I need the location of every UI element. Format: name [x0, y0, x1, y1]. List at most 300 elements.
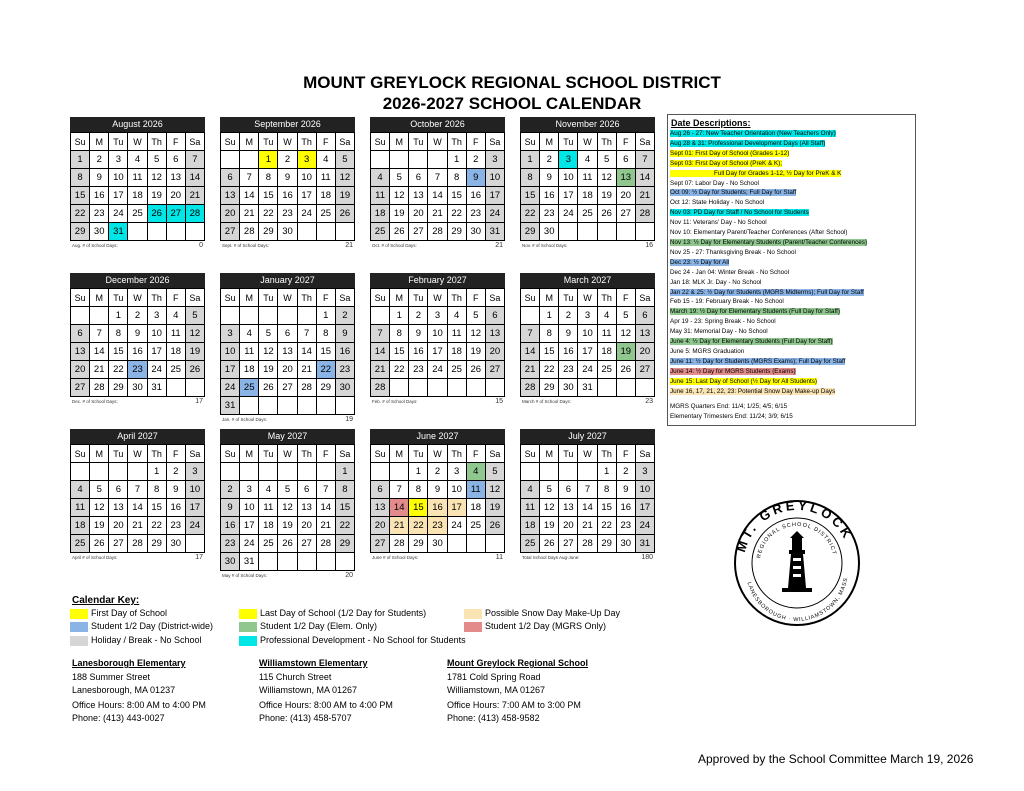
calendar-day: 20	[109, 517, 128, 535]
calendar-day: 28	[316, 535, 335, 553]
calendar-day: 2	[90, 151, 109, 169]
calendar-day: 30	[616, 535, 635, 553]
calendar-day: 29	[259, 223, 278, 241]
calendar-day: 24	[147, 361, 166, 379]
month-footer	[70, 553, 205, 563]
day-of-week-header: M	[240, 133, 259, 151]
calendar-day: 25	[259, 535, 278, 553]
key-label: Holiday / Break - No School	[91, 635, 202, 645]
calendar-day: 20	[297, 517, 316, 535]
calendar-title: 2026-2027 SCHOOL CALENDAR	[382, 94, 642, 113]
key-label: Last Day of School (1/2 Day for Students)	[260, 608, 427, 618]
date-descriptions	[667, 114, 916, 426]
calendar-day: 14	[521, 343, 540, 361]
calendar-empty-cell	[259, 307, 278, 325]
calendar-day: 11	[128, 169, 147, 187]
calendar-day: 2	[466, 151, 485, 169]
school-days-count: 15	[495, 398, 503, 405]
key-swatch	[239, 609, 257, 619]
calendar-empty-cell	[635, 223, 654, 241]
calendar-day: 8	[390, 325, 409, 343]
day-of-week-header: Su	[221, 289, 240, 307]
key-swatch	[70, 609, 88, 619]
day-of-week-header: M	[390, 133, 409, 151]
calendar-day: 19	[185, 343, 204, 361]
school-name: Mount Greylock Regional School	[447, 658, 589, 668]
calendar-empty-cell	[240, 463, 259, 481]
calendar-day: 12	[90, 499, 109, 517]
key-item	[239, 607, 426, 619]
school-days-label: Jan. # of School Days:	[222, 417, 268, 422]
calendar-day: 10	[221, 343, 240, 361]
calendar-day: 31	[485, 223, 504, 241]
calendar-day: 18	[71, 517, 90, 535]
day-of-week-header: Sa	[485, 133, 504, 151]
day-of-week-header: W	[578, 289, 597, 307]
seal-tower-icon	[782, 531, 812, 592]
month-calendar	[520, 429, 655, 563]
calendar-empty-cell	[597, 223, 616, 241]
calendar-day: 19	[540, 517, 559, 535]
day-of-week-header: F	[166, 289, 185, 307]
day-of-week-header: Tu	[559, 289, 578, 307]
key-swatch	[239, 622, 257, 632]
school-days-label: Nov. # of School Days:	[522, 243, 568, 248]
date-description-text: Nov 10: Elementary Parent/Teacher Conferences (After School)	[670, 229, 848, 237]
calendar-day: 20	[278, 361, 297, 379]
calendar-day: 4	[240, 325, 259, 343]
calendar-day: 16	[616, 499, 635, 517]
calendar-day: 14	[240, 187, 259, 205]
date-description-text: June 11: ½ Day for Students (MGRS Exams); Full Day for Staff	[670, 357, 846, 365]
calendar-day: 4	[316, 151, 335, 169]
key-item	[464, 620, 606, 632]
calendar-empty-cell	[128, 463, 147, 481]
calendar-empty-cell	[447, 379, 466, 397]
calendar-day: 25	[597, 361, 616, 379]
school-days-label: Total School Days Aug-June:	[522, 555, 580, 560]
calendar-day: 12	[259, 343, 278, 361]
day-of-week-header: F	[316, 133, 335, 151]
calendar-day: 13	[166, 169, 185, 187]
calendar-empty-cell	[240, 307, 259, 325]
day-of-week-header: Th	[447, 445, 466, 463]
date-description-text: Feb 15 - 19: February Break - No School	[670, 298, 784, 306]
date-description-text: Nov 25 - 27: Thanksgiving Break - No School	[670, 248, 796, 256]
calendar-day: 17	[559, 187, 578, 205]
calendar-empty-cell	[616, 223, 635, 241]
day-of-week-header: Th	[597, 445, 616, 463]
school-days-count: 0	[199, 242, 203, 249]
school-phone: Phone: (413) 458-5707	[259, 712, 352, 723]
calendar-day: 5	[540, 481, 559, 499]
date-description-text: June 15: Last Day of School (½ Day for All Students)	[670, 377, 818, 385]
calendar-day: 2	[616, 463, 635, 481]
day-of-week-header: M	[540, 133, 559, 151]
calendar-day: 9	[466, 169, 485, 187]
calendar-day: 26	[390, 223, 409, 241]
calendar-day: 12	[390, 187, 409, 205]
calendar-day: 23	[166, 517, 185, 535]
month-name: April 2027	[70, 429, 205, 444]
calendar-day: 19	[466, 343, 485, 361]
calendar-day: 6	[278, 325, 297, 343]
calendar-day: 8	[597, 481, 616, 499]
calendar-day: 13	[485, 325, 504, 343]
month-calendar	[70, 117, 205, 251]
school-days-count: 21	[495, 242, 503, 249]
school-days-label: Sept. # of School Days:	[222, 243, 270, 248]
day-of-week-header: Sa	[485, 445, 504, 463]
calendar-day: 30	[221, 553, 240, 571]
calendar-day: 25	[521, 535, 540, 553]
key-swatch	[464, 622, 482, 632]
date-description	[670, 288, 915, 298]
calendar-day: 18	[597, 343, 616, 361]
calendar-day: 21	[316, 517, 335, 535]
date-description	[670, 307, 915, 317]
calendar-day: 25	[578, 205, 597, 223]
calendar-day: 21	[90, 361, 109, 379]
calendar-day: 10	[428, 325, 447, 343]
calendar-day: 25	[316, 205, 335, 223]
calendar-empty-cell	[335, 397, 354, 415]
calendar-day: 13	[616, 169, 635, 187]
calendar-day: 17	[635, 499, 654, 517]
day-of-week-header: W	[278, 133, 297, 151]
district-seal	[732, 498, 862, 628]
school-street: 188 Summer Street	[72, 672, 151, 683]
calendar-day: 6	[409, 169, 428, 187]
calendar-day: 22	[71, 205, 90, 223]
day-of-week-header: F	[316, 445, 335, 463]
school-hours: Office Hours: 8:00 AM to 4:00 PM	[72, 700, 206, 711]
calendar-empty-cell	[578, 463, 597, 481]
calendar-day: 13	[559, 499, 578, 517]
key-swatch	[70, 622, 88, 632]
calendar-day: 4	[447, 307, 466, 325]
calendar-day: 16	[278, 187, 297, 205]
day-of-week-header: M	[540, 289, 559, 307]
calendar-day: 19	[390, 205, 409, 223]
calendar-day: 23	[559, 361, 578, 379]
calendar-day: 26	[485, 517, 504, 535]
school-phone: Phone: (413) 443-0027	[72, 712, 165, 723]
calendar-day: 28	[371, 379, 390, 397]
day-of-week-header: W	[428, 133, 447, 151]
calendar-day: 23	[466, 205, 485, 223]
calendar-day: 12	[616, 325, 635, 343]
calendar-day: 8	[259, 169, 278, 187]
calendar-day: 3	[559, 151, 578, 169]
calendar-day: 13	[71, 343, 90, 361]
calendar-day: 15	[540, 343, 559, 361]
calendar-day: 18	[166, 343, 185, 361]
calendar-day: 19	[597, 187, 616, 205]
calendar-day: 20	[616, 187, 635, 205]
calendar-day: 17	[221, 361, 240, 379]
calendar-empty-cell	[521, 463, 540, 481]
day-of-week-header: Su	[521, 445, 540, 463]
calendar-day: 3	[240, 481, 259, 499]
day-of-week-header: Sa	[485, 289, 504, 307]
key-label: Student 1/2 Day (District-wide)	[91, 621, 214, 631]
calendar-empty-cell	[185, 223, 204, 241]
descriptions-list	[668, 129, 915, 396]
calendar-day: 14	[90, 343, 109, 361]
calendar-day: 23	[278, 205, 297, 223]
calendar-empty-cell	[240, 151, 259, 169]
calendar-day: 30	[466, 223, 485, 241]
calendar-day: 13	[635, 325, 654, 343]
calendar-day: 6	[166, 151, 185, 169]
calendar-day: 31	[578, 379, 597, 397]
month-calendar	[520, 273, 655, 407]
day-of-week-header: Tu	[409, 133, 428, 151]
calendar-day: 4	[128, 151, 147, 169]
calendar-day: 21	[635, 187, 654, 205]
day-of-week-header: Sa	[335, 445, 354, 463]
calendar-day: 29	[71, 223, 90, 241]
calendar-day: 23	[335, 361, 354, 379]
school-days-label: April # of School Days:	[72, 555, 118, 560]
quarters-end: MGRS Quarters End: 11/4; 1/25; 4/5; 6/15	[670, 403, 788, 411]
calendar-day: 23	[409, 361, 428, 379]
calendar-day: 23	[616, 517, 635, 535]
calendar-day: 8	[409, 481, 428, 499]
calendar-day: 6	[109, 481, 128, 499]
calendar-day: 17	[109, 187, 128, 205]
calendar-day: 30	[128, 379, 147, 397]
calendar-day: 25	[166, 361, 185, 379]
calendar-day: 29	[316, 379, 335, 397]
school-days-count: 11	[495, 554, 503, 561]
calendar-day: 10	[447, 481, 466, 499]
calendar-empty-cell	[297, 307, 316, 325]
calendar-day: 30	[90, 223, 109, 241]
day-of-week-header: Tu	[109, 289, 128, 307]
school-days-count: 17	[195, 554, 203, 561]
calendar-empty-cell	[485, 535, 504, 553]
day-of-week-header: W	[128, 133, 147, 151]
date-description-text: Jan 22 & 25: ½ Day for Students (MGRS Midterms); Full Day for Staff	[670, 288, 864, 296]
day-of-week-header: Tu	[409, 289, 428, 307]
calendar-day: 11	[166, 325, 185, 343]
calendar-day: 2	[409, 307, 428, 325]
calendar-day: 19	[485, 499, 504, 517]
calendar-day: 9	[616, 481, 635, 499]
calendar-empty-cell	[278, 463, 297, 481]
school-name: Lanesborough Elementary	[72, 658, 186, 668]
day-of-week-header: F	[166, 133, 185, 151]
calendar-day: 9	[278, 169, 297, 187]
day-of-week-header: Th	[597, 289, 616, 307]
calendar-day: 11	[240, 343, 259, 361]
month-name: October 2026	[370, 117, 505, 132]
calendar-day: 2	[278, 151, 297, 169]
date-description	[670, 347, 915, 357]
calendar-empty-cell	[90, 307, 109, 325]
calendar-empty-cell	[259, 553, 278, 571]
day-of-week-header: Su	[71, 289, 90, 307]
calendar-empty-cell	[278, 397, 297, 415]
calendar-day: 25	[128, 205, 147, 223]
key-label: Student 1/2 Day (Elem. Only)	[260, 621, 378, 631]
calendar-empty-cell	[240, 397, 259, 415]
calendar-day: 1	[521, 151, 540, 169]
day-of-week-header: W	[278, 289, 297, 307]
date-description-text: March 19: ½ Day for Elementary Students (Full Day for Staff)	[670, 308, 840, 316]
date-description-text: Jan 18: MLK Jr. Day - No School	[670, 278, 762, 286]
key-item	[464, 607, 620, 619]
calendar-day: 7	[185, 151, 204, 169]
calendar-day: 29	[447, 223, 466, 241]
calendar-key-title: Calendar Key:	[72, 595, 140, 606]
date-description-text: Aug 28 & 31: Professional Development Days (All Staff)	[670, 139, 826, 147]
calendar-day: 22	[335, 517, 354, 535]
calendar-day: 16	[166, 499, 185, 517]
calendar-day: 3	[485, 151, 504, 169]
school-days-count: 21	[345, 242, 353, 249]
calendar-day: 26	[90, 535, 109, 553]
calendar-day: 11	[316, 169, 335, 187]
calendar-day: 20	[71, 361, 90, 379]
calendar-day: 14	[128, 499, 147, 517]
calendar-day: 7	[371, 325, 390, 343]
calendar-day: 12	[597, 169, 616, 187]
calendar-day: 7	[297, 325, 316, 343]
day-of-week-header: M	[90, 445, 109, 463]
calendar-day: 22	[521, 205, 540, 223]
calendar-day: 23	[221, 535, 240, 553]
calendar-day: 17	[578, 343, 597, 361]
day-of-week-header: Su	[521, 289, 540, 307]
calendar-day: 7	[635, 151, 654, 169]
calendar-day: 9	[428, 481, 447, 499]
calendar-day: 12	[278, 499, 297, 517]
calendar-empty-cell	[278, 553, 297, 571]
school-days-label: June # of School Days:	[372, 555, 419, 560]
day-of-week-header: M	[540, 445, 559, 463]
calendar-day: 26	[597, 205, 616, 223]
day-of-week-header: M	[90, 133, 109, 151]
calendar-day: 7	[428, 169, 447, 187]
calendar-day: 6	[71, 325, 90, 343]
day-of-week-header: W	[578, 133, 597, 151]
calendar-empty-cell	[335, 553, 354, 571]
calendar-day: 14	[316, 499, 335, 517]
day-of-week-header: F	[166, 445, 185, 463]
calendar-empty-cell	[371, 307, 390, 325]
month-name: January 2027	[220, 273, 355, 288]
calendar-day: 27	[616, 205, 635, 223]
calendar-day: 6	[559, 481, 578, 499]
day-of-week-header: Su	[221, 445, 240, 463]
calendar-day: 29	[540, 379, 559, 397]
calendar-empty-cell	[259, 397, 278, 415]
date-description	[670, 278, 915, 288]
calendar-day: 3	[635, 463, 654, 481]
month-calendar	[70, 273, 205, 407]
calendar-day: 7	[578, 481, 597, 499]
calendar-day: 1	[540, 307, 559, 325]
school-days-label: Dec. # of School Days:	[72, 399, 118, 404]
calendar-day: 27	[109, 535, 128, 553]
calendar-day: 7	[390, 481, 409, 499]
day-of-week-header: Th	[297, 133, 316, 151]
day-of-week-header: Th	[447, 133, 466, 151]
calendar-empty-cell	[428, 151, 447, 169]
calendar-empty-cell	[485, 379, 504, 397]
month-footer	[220, 571, 355, 581]
day-of-week-header: Su	[371, 445, 390, 463]
date-description-text: June 4: ½ Day for Elementary Students (Full Day for Staff)	[670, 338, 833, 346]
calendar-day: 22	[147, 517, 166, 535]
calendar-empty-cell	[559, 223, 578, 241]
day-of-week-header: Sa	[635, 445, 654, 463]
key-item	[70, 607, 167, 619]
calendar-day: 9	[409, 325, 428, 343]
day-of-week-header: Th	[447, 289, 466, 307]
calendar-day: 3	[185, 463, 204, 481]
month-footer	[70, 397, 205, 407]
calendar-day: 24	[447, 517, 466, 535]
key-item	[70, 620, 213, 632]
calendar-empty-cell	[390, 151, 409, 169]
calendar-day: 3	[221, 325, 240, 343]
calendar-day: 11	[371, 187, 390, 205]
calendar-day: 23	[540, 205, 559, 223]
day-of-week-header: Sa	[185, 445, 204, 463]
calendar-day: 26	[278, 535, 297, 553]
calendar-day: 7	[128, 481, 147, 499]
calendar-day: 15	[71, 187, 90, 205]
calendar-day: 13	[297, 499, 316, 517]
calendar-day: 17	[485, 187, 504, 205]
calendar-day: 26	[259, 379, 278, 397]
date-description-text: Full Day for Grades 1-12, ½ Day for PreK & K	[670, 170, 841, 177]
calendar-day: 4	[71, 481, 90, 499]
calendar-day: 4	[166, 307, 185, 325]
calendar-day: 9	[90, 169, 109, 187]
calendar-empty-cell	[409, 379, 428, 397]
calendar-day: 6	[485, 307, 504, 325]
calendar-day: 9	[128, 325, 147, 343]
calendar-day: 1	[390, 307, 409, 325]
calendar-day: 8	[521, 169, 540, 187]
calendar-day: 2	[128, 307, 147, 325]
calendar-day: 3	[147, 307, 166, 325]
day-of-week-header: Tu	[259, 445, 278, 463]
calendar-day: 6	[297, 481, 316, 499]
calendar-empty-cell	[521, 307, 540, 325]
day-of-week-header: M	[90, 289, 109, 307]
date-description-text: Sept 07: Labor Day - No School	[670, 179, 759, 187]
date-description-text: Nov 11: Veterans' Day - No School	[670, 219, 767, 227]
key-label: Possible Snow Day Make-Up Day	[485, 608, 621, 618]
month-footer	[520, 553, 655, 563]
calendar-day: 27	[371, 535, 390, 553]
calendar-day: 29	[597, 535, 616, 553]
calendar-day: 29	[409, 535, 428, 553]
calendar-day: 9	[559, 325, 578, 343]
calendar-day: 13	[221, 187, 240, 205]
calendar-day: 17	[297, 187, 316, 205]
calendar-day: 30	[428, 535, 447, 553]
calendar-day: 18	[447, 343, 466, 361]
calendar-day: 2	[559, 307, 578, 325]
calendar-day: 19	[616, 343, 635, 361]
